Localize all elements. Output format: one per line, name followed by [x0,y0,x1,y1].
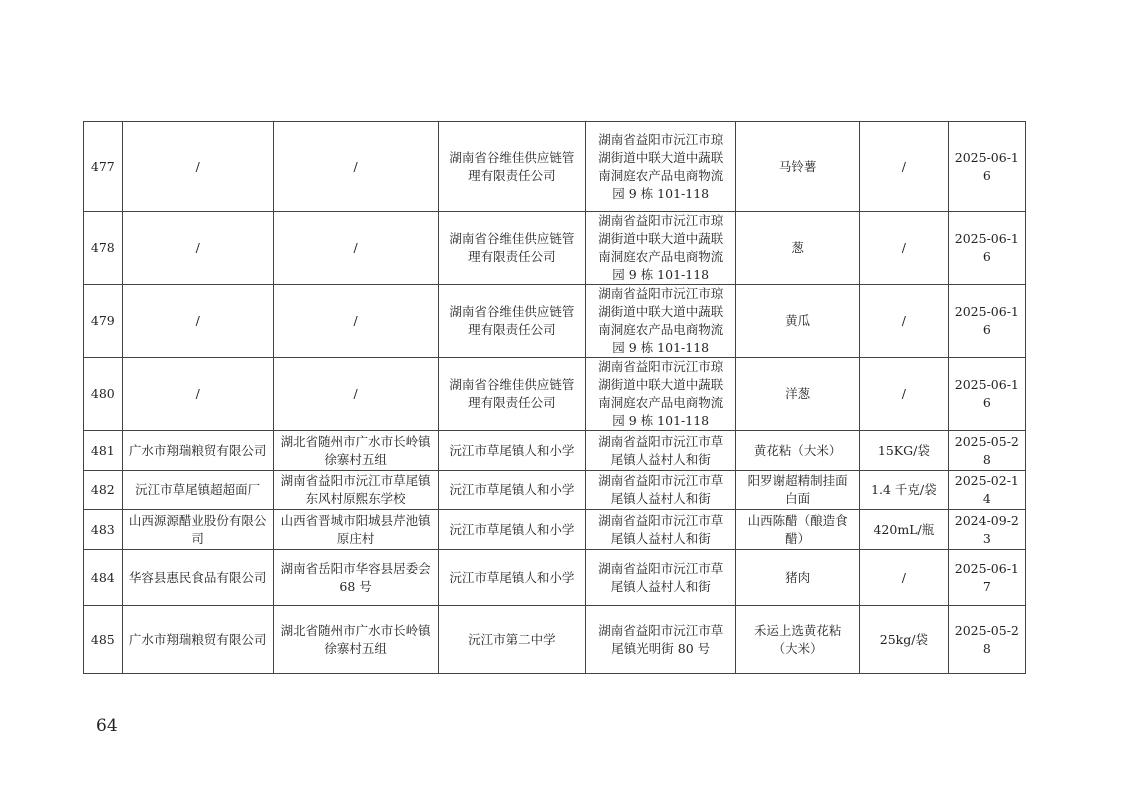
cell-date: 2024-09-23 [948,510,1025,550]
cell-manufacturer: / [122,212,273,285]
cell-spec: / [860,212,949,285]
table-row [84,606,1026,674]
cell-entity-address: 湖南省益阳市沅江市草尾镇人益村人和街 [586,431,736,471]
cell-spec: / [860,122,949,212]
cell-spec: / [860,550,949,606]
cell-spec: 15KG/袋 [860,431,949,471]
table-row [84,212,1026,285]
table-row [84,122,1026,212]
cell-date: 2025-06-17 [948,550,1025,606]
cell-no: 478 [84,212,123,285]
table-row [84,431,1026,471]
cell-spec: / [860,285,949,358]
cell-manufacturer: 山西源源醋业股份有限公司 [122,510,273,550]
cell-no: 481 [84,431,123,471]
cell-sampled-entity: 湖南省谷维佳供应链管理有限责任公司 [438,122,586,212]
cell-no: 483 [84,510,123,550]
cell-manufacturer-address: 山西省晋城市阳城县芹池镇原庄村 [273,510,438,550]
cell-manufacturer-address: 湖南省岳阳市华容县居委会 68 号 [273,550,438,606]
cell-date: 2025-02-14 [948,471,1025,510]
cell-date: 2025-06-16 [948,285,1025,358]
cell-entity-address: 湖南省益阳市沅江市草尾镇人益村人和街 [586,510,736,550]
cell-entity-address: 湖南省益阳市沅江市草尾镇人益村人和街 [586,471,736,510]
cell-manufacturer-address: / [273,122,438,212]
cell-sampled-entity: 湖南省谷维佳供应链管理有限责任公司 [438,358,586,431]
cell-food-name: 马铃薯 [736,122,860,212]
cell-no: 477 [84,122,123,212]
cell-manufacturer: / [122,122,273,212]
cell-manufacturer: 沅江市草尾镇超超面厂 [122,471,273,510]
cell-date: 2025-05-28 [948,606,1025,674]
cell-food-name: 洋葱 [736,358,860,431]
cell-food-name: 葱 [736,212,860,285]
cell-food-name: 黄花粘（大米） [736,431,860,471]
cell-sampled-entity: 沅江市第二中学 [438,606,586,674]
cell-sampled-entity: 湖南省谷维佳供应链管理有限责任公司 [438,285,586,358]
cell-manufacturer-address: 湖北省随州市广水市长岭镇徐寨村五组 [273,606,438,674]
cell-date: 2025-06-16 [948,122,1025,212]
cell-date: 2025-06-16 [948,212,1025,285]
cell-manufacturer: / [122,285,273,358]
cell-entity-address: 湖南省益阳市沅江市琼湖街道中联大道中蔬联南洞庭农产品电商物流园 9 栋 101-118 [586,285,736,358]
cell-no: 480 [84,358,123,431]
cell-manufacturer-address: / [273,212,438,285]
cell-manufacturer-address: 湖南省益阳市沅江市草尾镇东风村原熙东学校 [273,471,438,510]
cell-date: 2025-06-16 [948,358,1025,431]
cell-spec: 420mL/瓶 [860,510,949,550]
cell-sampled-entity: 沅江市草尾镇人和小学 [438,431,586,471]
cell-sampled-entity: 沅江市草尾镇人和小学 [438,471,586,510]
cell-manufacturer: 华容县惠民食品有限公司 [122,550,273,606]
table-row [84,358,1026,431]
cell-food-name: 阳罗谢超精制挂面白面 [736,471,860,510]
sampling-table [83,121,1026,674]
cell-entity-address: 湖南省益阳市沅江市琼湖街道中联大道中蔬联南洞庭农产品电商物流园 9 栋 101-118 [586,122,736,212]
cell-manufacturer-address: / [273,285,438,358]
cell-manufacturer-address: / [273,358,438,431]
cell-food-name: 猪肉 [736,550,860,606]
cell-entity-address: 湖南省益阳市沅江市琼湖街道中联大道中蔬联南洞庭农产品电商物流园 9 栋 101-118 [586,212,736,285]
cell-manufacturer: 广水市翔瑞粮贸有限公司 [122,431,273,471]
cell-spec: 1.4 千克/袋 [860,471,949,510]
cell-manufacturer: 广水市翔瑞粮贸有限公司 [122,606,273,674]
cell-sampled-entity: 沅江市草尾镇人和小学 [438,510,586,550]
cell-no: 484 [84,550,123,606]
table-row [84,510,1026,550]
table-row [84,471,1026,510]
page-number: 64 [96,716,118,736]
cell-entity-address: 湖南省益阳市沅江市草尾镇光明街 80 号 [586,606,736,674]
cell-no: 482 [84,471,123,510]
cell-sampled-entity: 湖南省谷维佳供应链管理有限责任公司 [438,212,586,285]
table-row [84,550,1026,606]
cell-spec: / [860,358,949,431]
cell-manufacturer-address: 湖北省随州市广水市长岭镇徐寨村五组 [273,431,438,471]
cell-no: 485 [84,606,123,674]
cell-sampled-entity: 沅江市草尾镇人和小学 [438,550,586,606]
cell-no: 479 [84,285,123,358]
cell-food-name: 黄瓜 [736,285,860,358]
cell-manufacturer: / [122,358,273,431]
cell-entity-address: 湖南省益阳市沅江市琼湖街道中联大道中蔬联南洞庭农产品电商物流园 9 栋 101-118 [586,358,736,431]
cell-entity-address: 湖南省益阳市沅江市草尾镇人益村人和街 [586,550,736,606]
cell-food-name: 山西陈醋（酿造食醋） [736,510,860,550]
table-row [84,285,1026,358]
cell-food-name: 禾运上选黄花粘（大米） [736,606,860,674]
cell-spec: 25kg/袋 [860,606,949,674]
cell-date: 2025-05-28 [948,431,1025,471]
